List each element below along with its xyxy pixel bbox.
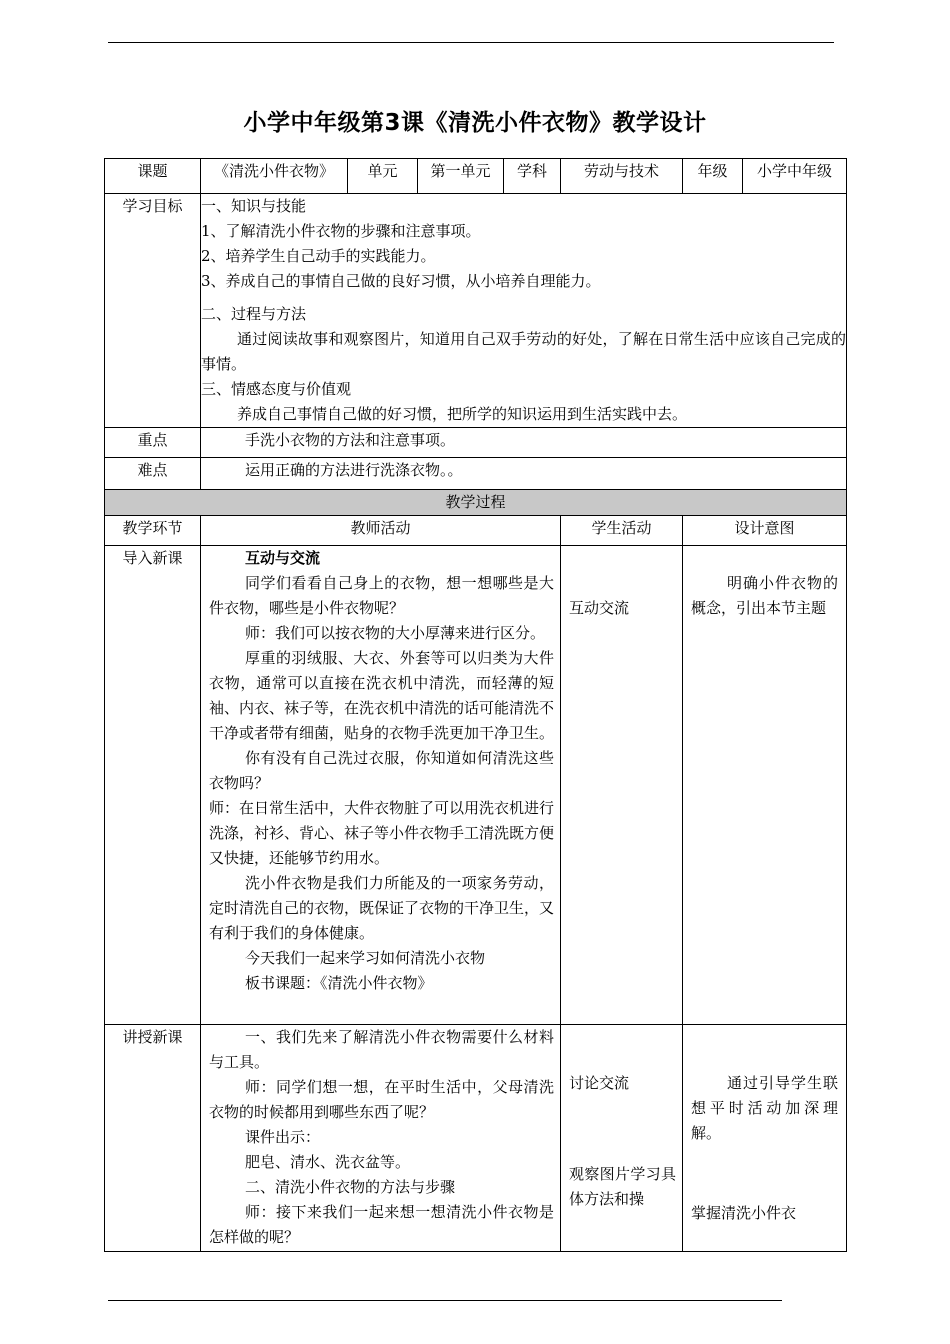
column-design: 设计意图 xyxy=(683,516,847,546)
design-intent-lecture xyxy=(683,1025,847,1252)
teacher-activity-lecture xyxy=(201,1025,561,1252)
design-intent-intro xyxy=(683,546,847,1025)
lecture-paragraph: 二、清洗小件衣物的方法与步骤 xyxy=(245,1178,456,1196)
objective-item-1: 1、了解清洗小件衣物的步骤和注意事项。 xyxy=(201,222,481,240)
key-point-row xyxy=(105,428,847,458)
unit-value: 第一单元 xyxy=(418,159,504,194)
lecture-paragraph: 师：接下来我们一起来想一想清洗小件衣物是怎样做的呢？ xyxy=(209,1203,554,1246)
grade-label: 年级 xyxy=(683,159,743,194)
stage-lecture: 讲授新课 xyxy=(105,1025,201,1252)
topic-value: 《清洗小件衣物》 xyxy=(201,159,348,194)
objective-text-3: 养成自己事情自己做的好习惯，把所学的知识运用到生活实践中去。 xyxy=(237,405,688,423)
objective-text-2: 通过阅读故事和观察图片，知道用自己双手劳动的好处，了解在日常生活中应该自己完成的事情。 xyxy=(201,330,846,373)
column-teacher: 教师活动 xyxy=(201,516,561,546)
objective-heading-2: 二、过程与方法 xyxy=(201,305,307,323)
lecture-paragraph: 课件出示： xyxy=(245,1128,321,1146)
difficult-point-label: 难点 xyxy=(105,458,201,490)
lecture-paragraph: 一、我们先来了解清洗小件衣物需要什么材料与工具。 xyxy=(209,1028,554,1071)
difficult-point-cell xyxy=(201,458,847,490)
objective-item-3: 3、养成自己的事情自己做的良好习惯，从小培养自理能力。 xyxy=(201,272,601,290)
intro-paragraph: 厚重的羽绒服、大衣、外套等可以归类为大件衣物，通常可以直接在洗衣机中清洗，而轻薄的短袖、内衣、袜子等，在洗衣机中清洗的话可能清洗不干净或者带有细菌，贴身的衣物手洗更加干净卫生。 xyxy=(209,649,555,742)
unit-label: 单元 xyxy=(348,159,418,194)
difficult-point-text: 运用正确的方法进行洗涤衣物。。 xyxy=(245,461,463,479)
student-activity-text: 观察图片学习具体方法和操 xyxy=(569,1165,676,1208)
objectives-row xyxy=(105,194,847,428)
subject-label: 学科 xyxy=(504,159,561,194)
key-point-label: 重点 xyxy=(105,428,201,458)
student-activity-text: 互动交流 xyxy=(569,599,630,617)
objective-heading-3: 三、情感态度与价值观 xyxy=(201,380,352,398)
lecture-paragraph: 师：同学们想一想，在平时生活中，父母清洗衣物的时候都用到哪些东西了呢？ xyxy=(209,1078,554,1121)
difficult-point-row xyxy=(105,458,847,490)
column-header-row xyxy=(105,516,847,546)
intro-paragraph: 师：我们可以按衣物的大小厚薄来进行区分。 xyxy=(245,624,546,642)
intro-paragraph: 师：在日常生活中，大件衣物脏了可以用洗衣机进行洗涤，衬衫、背心、袜子等小件衣物手工清洗既方便又快捷，还能够节约用水。 xyxy=(209,799,555,867)
objective-item-2: 2、培养学生自己动手的实践能力。 xyxy=(201,247,436,265)
process-banner-row xyxy=(105,490,847,516)
teacher-activity-intro xyxy=(201,546,561,1025)
header-rule xyxy=(108,42,834,43)
info-row xyxy=(105,159,847,194)
stage-intro: 导入新课 xyxy=(105,546,201,1025)
intro-heading: 互动与交流 xyxy=(245,549,321,567)
intro-paragraph: 你有没有自己洗过衣服，你知道如何清洗这些衣物吗？ xyxy=(209,749,554,792)
key-point-cell xyxy=(201,428,847,458)
subject-value: 劳动与技术 xyxy=(561,159,683,194)
objectives-content xyxy=(201,194,847,428)
process-header: 教学过程 xyxy=(105,490,847,516)
student-activity-intro xyxy=(561,546,683,1025)
intro-paragraph: 同学们看看自己身上的衣物，想一想哪些是大件衣物，哪些是小件衣物呢？ xyxy=(209,574,554,617)
footer-rule xyxy=(108,1300,782,1301)
column-stage: 教学环节 xyxy=(105,516,201,546)
key-point-text: 手洗小衣物的方法和注意事项。 xyxy=(245,431,456,449)
design-intent-text: 通过引导学生联想平时活动加深理解。 xyxy=(691,1074,838,1142)
section-intro-row xyxy=(105,546,847,1025)
intro-paragraph: 板书课题：《清洗小件衣物》 xyxy=(245,974,433,992)
student-activity-lecture xyxy=(561,1025,683,1252)
grade-value: 小学中年级 xyxy=(743,159,847,194)
objective-heading-1: 一、知识与技能 xyxy=(201,197,307,215)
section-lecture-row xyxy=(105,1025,847,1252)
objectives-label: 学习目标 xyxy=(105,194,201,428)
intro-paragraph: 洗小件衣物是我们力所能及的一项家务劳动，定时清洗自己的衣物，既保证了衣物的干净卫生，又有利于我们的身体健康。 xyxy=(209,874,555,942)
document-title: 小学中年级第3课《清洗小件衣物》教学设计 xyxy=(243,110,707,136)
design-intent-text: 明确小件衣物的概念，引出本节主题 xyxy=(691,574,838,617)
student-activity-text: 讨论交流 xyxy=(569,1074,630,1092)
design-intent-text: 掌握清洗小件衣 xyxy=(691,1204,797,1222)
column-student: 学生活动 xyxy=(561,516,683,546)
intro-paragraph: 今天我们一起来学习如何清洗小衣物 xyxy=(245,949,486,967)
lesson-table xyxy=(104,158,847,1252)
lecture-paragraph: 肥皂、清水、洗衣盆等。 xyxy=(245,1153,411,1171)
topic-label: 课题 xyxy=(105,159,201,194)
